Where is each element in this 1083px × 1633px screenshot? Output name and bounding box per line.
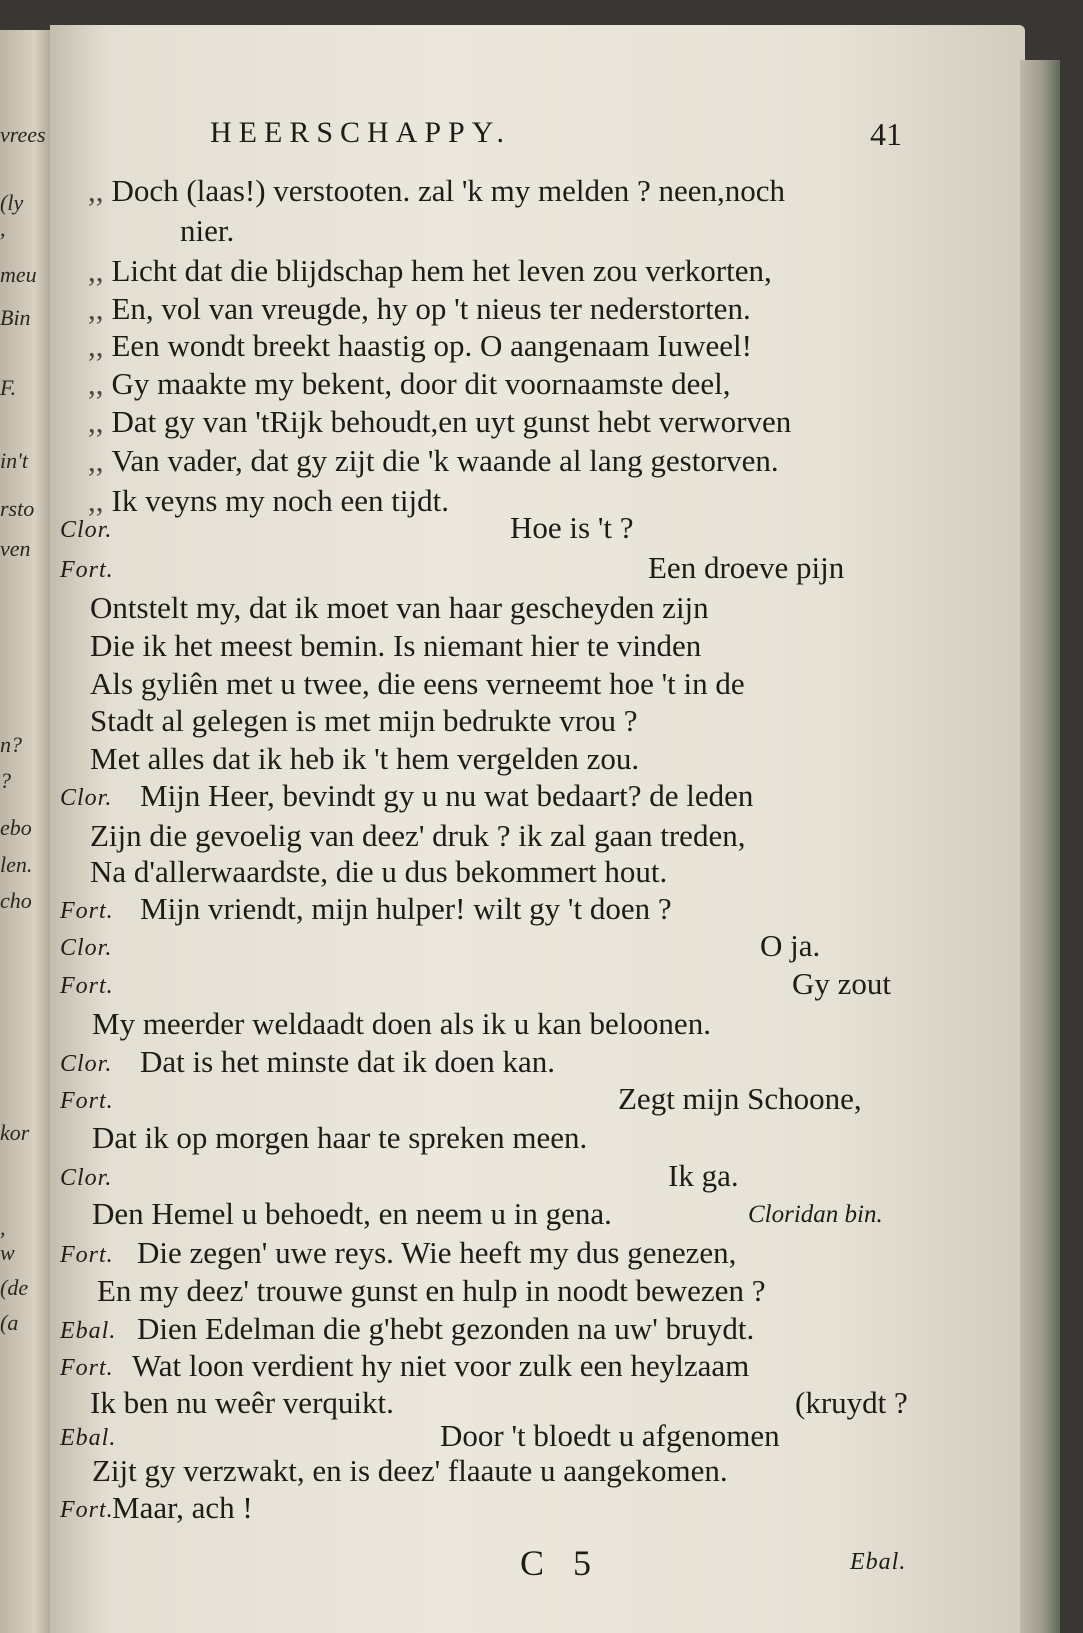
verse-line xyxy=(90,630,701,661)
facing-page-fragment: ebo xyxy=(0,815,32,840)
verse-text-span: Den Hemel u behoedt, en neem u in gena. xyxy=(92,1196,612,1231)
quotation-marks: ,, xyxy=(88,443,104,478)
verse-line xyxy=(90,820,745,851)
verse-text-span: Mijn vriendt, mijn hulper! wilt gy 't doen ? xyxy=(140,891,672,926)
catchword: Ebal. xyxy=(850,1549,907,1575)
verse-text-span: Maar, ach ! xyxy=(112,1490,253,1525)
verse-text-span: Dien Edelman die g'hebt gezonden na uw' bruydt. xyxy=(137,1311,755,1346)
verse-text-span: Licht dat die blijdschap hem het leven zou verkorten, xyxy=(111,253,772,288)
speaker-label: Fort. xyxy=(60,1088,114,1114)
quotation-marks: ,, xyxy=(88,328,104,363)
verse-line xyxy=(92,1008,711,1039)
verse-text-span: Hoe is 't ? xyxy=(510,510,634,545)
quotation-marks: ,, xyxy=(88,404,104,439)
facing-page-fragment: Bin xyxy=(0,305,31,330)
facing-page-fragment: cho xyxy=(0,888,32,913)
speaker-label: Clor. xyxy=(60,517,113,543)
verse-line xyxy=(440,1420,780,1451)
facing-page-fragment: len. xyxy=(0,852,33,877)
verse-line xyxy=(88,330,752,361)
verse-text-span: My meerder weldaadt doen als ik u kan beloonen. xyxy=(92,1006,711,1041)
verse-line xyxy=(792,968,891,999)
verse-line xyxy=(618,1083,862,1114)
facing-page-fragment: meu xyxy=(0,262,37,287)
verse-text-span: Die ik het meest bemin. Is niemant hier te vinden xyxy=(90,628,702,663)
verse-line xyxy=(92,1455,728,1486)
verse-line xyxy=(88,406,791,437)
verse-text-span: Ik veyns my noch een tijdt. xyxy=(111,483,449,518)
speaker-label: Fort. xyxy=(60,1497,114,1523)
verse-line xyxy=(88,445,779,476)
verse-text-span: Dat gy van 'tRijk behoudt,en uyt gunst hebt verworven xyxy=(111,404,792,439)
facing-page-fragment: n? xyxy=(0,732,22,757)
signature-mark: C 5 xyxy=(520,1543,602,1583)
quotation-marks: ,, xyxy=(88,253,104,288)
speaker-label: Ebal. xyxy=(60,1425,117,1451)
verse-line xyxy=(112,1492,253,1523)
verse-line xyxy=(90,668,745,699)
verse-line xyxy=(90,705,638,736)
verse-line xyxy=(668,1160,739,1191)
speaker-label: Clor. xyxy=(60,935,113,961)
verse-text-span: Gy maakte my bekent, door dit voornaamste deel, xyxy=(111,366,731,401)
verse-text-span: Wat loon verdient hy niet voor zulk een heylzaam xyxy=(132,1348,750,1383)
page-number: 41 xyxy=(870,116,902,152)
page-block-edge xyxy=(1020,60,1060,1633)
verse-line xyxy=(132,1350,749,1381)
verse-line xyxy=(760,930,820,961)
facing-page-fragment: , xyxy=(0,1215,6,1240)
quotation-marks: ,, xyxy=(88,366,104,401)
verse-line xyxy=(92,1198,612,1229)
verse-line xyxy=(140,780,753,811)
verse-line xyxy=(140,1046,555,1077)
verse-line xyxy=(88,293,751,324)
facing-page-fragment: , xyxy=(0,216,6,241)
verse-line xyxy=(88,485,449,516)
facing-page-fragment: rsto xyxy=(0,496,35,521)
verse-line xyxy=(648,552,844,583)
verse-text-span: Met alles dat ik heb ik 't hem vergelden zou. xyxy=(90,741,640,776)
verse-line xyxy=(88,255,772,286)
verse-text-span: Mijn Heer, bevindt gy u nu wat bedaart? de leden xyxy=(140,778,754,813)
verse-text-span: Een wondt breekt haastig op. O aangenaam Iuweel! xyxy=(111,328,752,363)
speaker-label: Clor. xyxy=(60,1051,113,1077)
verse-text-span: En, vol van vreugde, hy op 't nieus ter nederstorten. xyxy=(111,291,751,326)
speaker-label: Clor. xyxy=(60,785,113,811)
verse-line xyxy=(137,1237,736,1268)
verse-text-span: Een droeve pijn xyxy=(648,550,845,585)
running-title: HEERSCHAPPY. xyxy=(210,116,512,149)
verse-text-span: Ik ga. xyxy=(668,1158,739,1193)
verse-line xyxy=(140,893,672,924)
quotation-marks: ,, xyxy=(88,483,104,518)
verse-line xyxy=(92,1122,587,1153)
verse-text-span: Stadt al gelegen is met mijn bedrukte vrou ? xyxy=(90,703,638,738)
verse-text-span: Zijn die gevoelig van deez' druk ? ik zal gaan treden, xyxy=(90,818,746,853)
verse-text-span: nier. xyxy=(180,213,235,248)
stage-direction: Cloridan bin. xyxy=(748,1201,883,1228)
facing-page-fragment: w xyxy=(0,1240,15,1265)
verse-text-span: Zegt mijn Schoone, xyxy=(618,1081,862,1116)
facing-page-fragment: (a xyxy=(0,1310,19,1335)
quotation-marks: ,, xyxy=(88,291,104,326)
verse-line xyxy=(90,592,709,623)
speaker-label: Fort. xyxy=(60,1355,114,1381)
speaker-label: Fort. xyxy=(60,557,114,583)
verse-line xyxy=(97,1275,765,1306)
speaker-label: Fort. xyxy=(60,973,114,999)
verse-text-span: Gy zout xyxy=(792,966,892,1001)
verse-text-span: O ja. xyxy=(760,928,821,963)
speaker-label: Fort. xyxy=(60,898,114,924)
verse-text-span: Dat is het minste dat ik doen kan. xyxy=(140,1044,555,1079)
verse-line xyxy=(180,215,234,246)
verse-text-span: Na d'allerwaardste, die u dus bekommert hout. xyxy=(90,854,668,889)
facing-page-fragment: in't xyxy=(0,448,28,473)
verse-text-span: Dat ik op morgen haar te spreken meen. xyxy=(92,1120,588,1155)
facing-page-fragment: (de xyxy=(0,1275,29,1300)
verse-text-span: Doch (laas!) verstooten. zal 'k my melden ? neen,noch xyxy=(111,173,786,208)
verse-text-span: Ontstelt my, dat ik moet van haar gescheyden zijn xyxy=(90,590,709,625)
verse-line xyxy=(90,856,667,887)
verse-text-span: Die zegen' uwe reys. Wie heeft my dus genezen, xyxy=(137,1235,737,1270)
facing-page-fragment: (ly xyxy=(0,190,24,215)
verse-line xyxy=(137,1313,754,1344)
speaker-label: Clor. xyxy=(60,1165,113,1191)
verse-text-span: En my deez' trouwe gunst en hulp in noodt bewezen ? xyxy=(97,1273,766,1308)
verse-line xyxy=(90,1387,394,1418)
turnover-line: (kruydt ? xyxy=(795,1385,908,1420)
facing-page-fragment: kor xyxy=(0,1120,30,1145)
verse-text-span: Zijt gy verzwakt, en is deez' flaaute u aangekomen. xyxy=(92,1453,728,1488)
speaker-label: Fort. xyxy=(60,1242,114,1268)
verse-line xyxy=(510,512,634,543)
verse-line xyxy=(90,743,639,774)
facing-page-fragment: ? xyxy=(0,768,11,793)
quotation-marks: ,, xyxy=(88,173,104,208)
verse-text-span: Van vader, dat gy zijt die 'k waande al lang gestorven. xyxy=(111,443,779,478)
verse-text-span: Ik ben nu weêr verquikt. xyxy=(90,1385,394,1420)
facing-page-fragment: vrees xyxy=(0,122,46,147)
verse-text-span: Door 't bloedt u afgenomen xyxy=(440,1418,780,1453)
verse-line xyxy=(88,175,785,206)
facing-page-fragment: F. xyxy=(0,375,17,400)
facing-page-fragment: ven xyxy=(0,536,31,561)
verse-line xyxy=(88,368,730,399)
verse-text-span: Als gyliên met u twee, die eens verneemt hoe 't in de xyxy=(90,666,745,701)
speaker-label: Ebal. xyxy=(60,1318,117,1344)
